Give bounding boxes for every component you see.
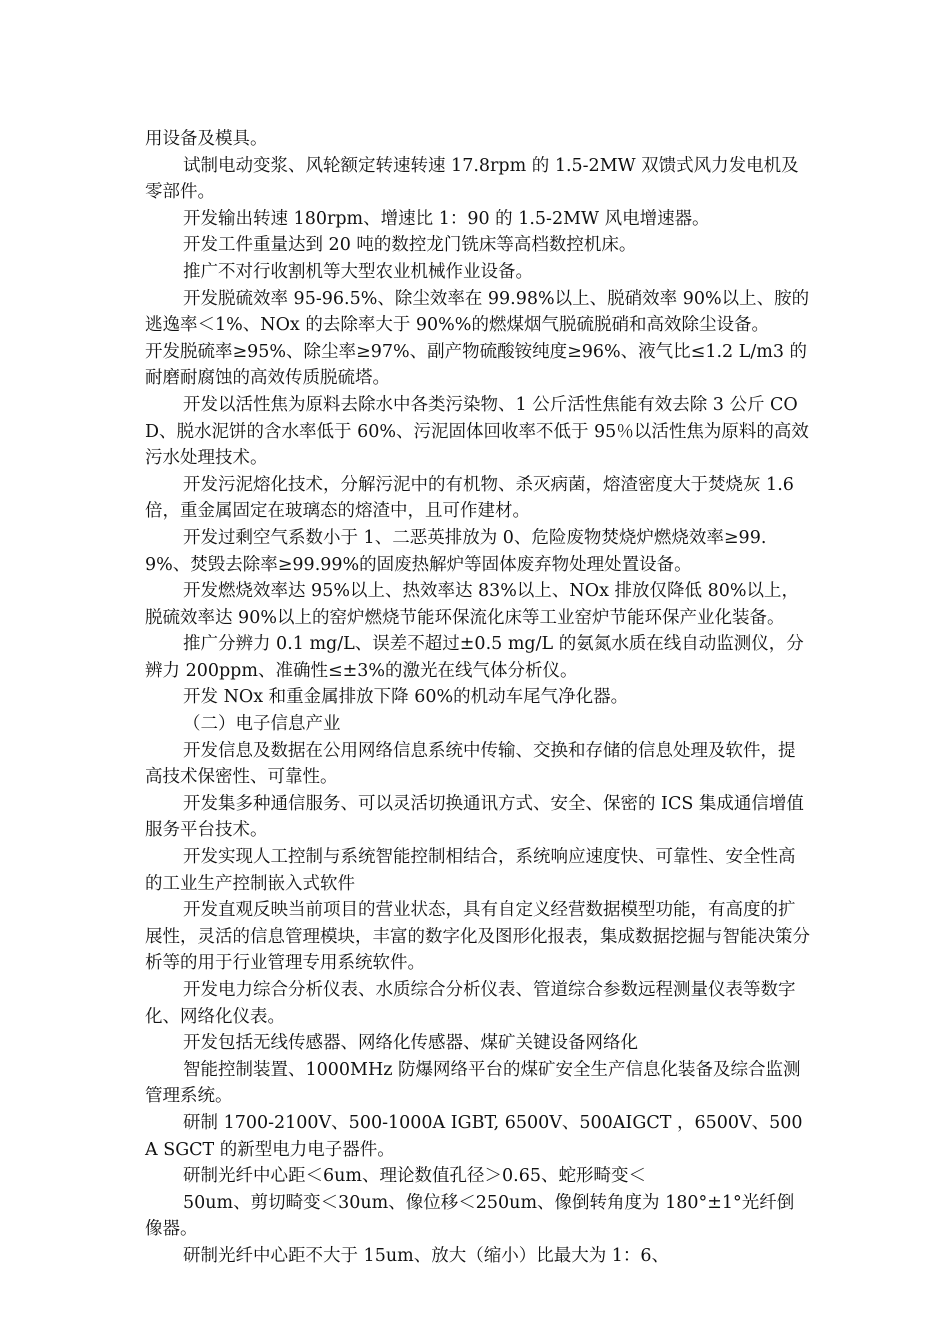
paragraph: 用设备及模具。	[145, 129, 268, 149]
paragraph: 开发工件重量达到 20 吨的数控龙门铣床等高档数控机床。	[183, 235, 637, 256]
paragraph: 推广不对行收割机等大型农业机械作业设备。	[183, 261, 533, 282]
paragraph: 智能控制装置、1000MHz 防爆网络平台的煤矿安全生产信息化装备及综合监测管理系统。	[145, 1059, 801, 1107]
document-body	[145, 126, 810, 1270]
paragraph: 研制 1700-2100V、500-1000A IGBT, 6500V、500AIGCT ，6500V、500A SGCT 的新型电力电子器件。	[145, 1112, 803, 1160]
paragraph: 开发直观反映当前项目的营业状态，具有自定义经营数据模型功能，有高度的扩展性，灵活的信息管理模块，丰富的数字化及图形化报表，集成数据挖掘与智能决策分析等的用于行业管理专用系统软件。	[145, 900, 810, 974]
paragraph: 开发污泥熔化技术，分解污泥中的有机物、杀灭病菌，熔渣密度大于焚烧灰 1.6 倍，重金属固定在玻璃态的熔渣中，且可作建材。	[145, 474, 794, 522]
paragraph: 开发包括无线传感器、网络化传感器、煤矿关键设备网络化	[183, 1033, 638, 1054]
paragraph: 开发集多种通信服务、可以灵活切换通讯方式、安全、保密的 ICS 集成通信增值服务平台技术。	[145, 793, 804, 841]
section-heading: （二）电子信息产业	[183, 714, 341, 735]
paragraph: 推广分辨力 0.1 mg/L、误差不超过±0.5 mg/L 的氨氮水质在线自动监测仪，分辨力 200ppm、准确性≤±3%的激光在线气体分析仪。	[145, 634, 804, 681]
paragraph: 研制光纤中心距不大于 15um、放大（缩小）比最大为 1：6、	[183, 1245, 670, 1266]
paragraph: 试制电动变浆、风轮额定转速转速 17.8rpm 的 1.5-2MW 双馈式风力发电机及零部件。	[145, 155, 799, 203]
paragraph: 开发实现人工控制与系统智能控制相结合，系统响应速度快、可靠性、安全性高的工业生产控制嵌入式软件	[145, 847, 796, 894]
paragraph: 开发输出转速 180rpm、增速比 1：90 的 1.5-2MW 风电增速器。	[183, 208, 710, 229]
paragraph: 开发信息及数据在公用网络信息系统中传输、交换和存储的信息处理及软件，提高技术保密性、可靠性。	[145, 740, 796, 788]
paragraph: 开发过剩空气系数小于 1、二恶英排放为 0、危险废物焚烧炉燃烧效率≥99.9%、焚毁去除率≥99.99%的固废热解炉等固体废弃物处理处置设备。	[145, 527, 767, 575]
paragraph: 50um、剪切畸变＜30um、像位移＜250um、像倒转角度为 180°±1°光纤倒像器。	[145, 1192, 795, 1240]
paragraph: 开发 NOx 和重金属排放下降 60%的机动车尾气净化器。	[183, 687, 629, 708]
paragraph: 研制光纤中心距＜6um、理论数值孔径＞0.65、蛇形畸变＜	[183, 1166, 646, 1187]
paragraph: 开发脱硫效率 95-96.5%、除尘效率在 99.98%以上、脱硝效率 90%以上、胺的逃逸率＜1%、NOx 的去除率大于 90%%的燃煤烟气脱硫脱硝和高效除尘设备。	[145, 288, 810, 336]
paragraph: 开发燃烧效率达 95%以上、热效率达 83%以上、NOx 排放仅降低 80%以上，脱硫效率达 90%以上的窑炉燃烧节能环保流化床等工业窑炉节能环保产业化装备。	[145, 581, 799, 628]
paragraph: 开发以活性焦为原料去除水中各类污染物、1 公斤活性焦能有效去除 3 公斤 COD、脱水泥饼的含水率低于 60%、污泥固体回收率不低于 95％以活性焦为原料的高效污水处理技术。	[145, 394, 809, 469]
paragraph: 开发脱硫率≥95%、除尘率≥97%、副产物硫酸铵纯度≥96%、液气比≤1.2 L/m3 的耐磨耐腐蚀的高效传质脱硫塔。	[145, 341, 808, 389]
paragraph: 开发电力综合分析仪表、水质综合分析仪表、管道综合参数远程测量仪表等数字化、网络化仪表。	[145, 980, 796, 1027]
